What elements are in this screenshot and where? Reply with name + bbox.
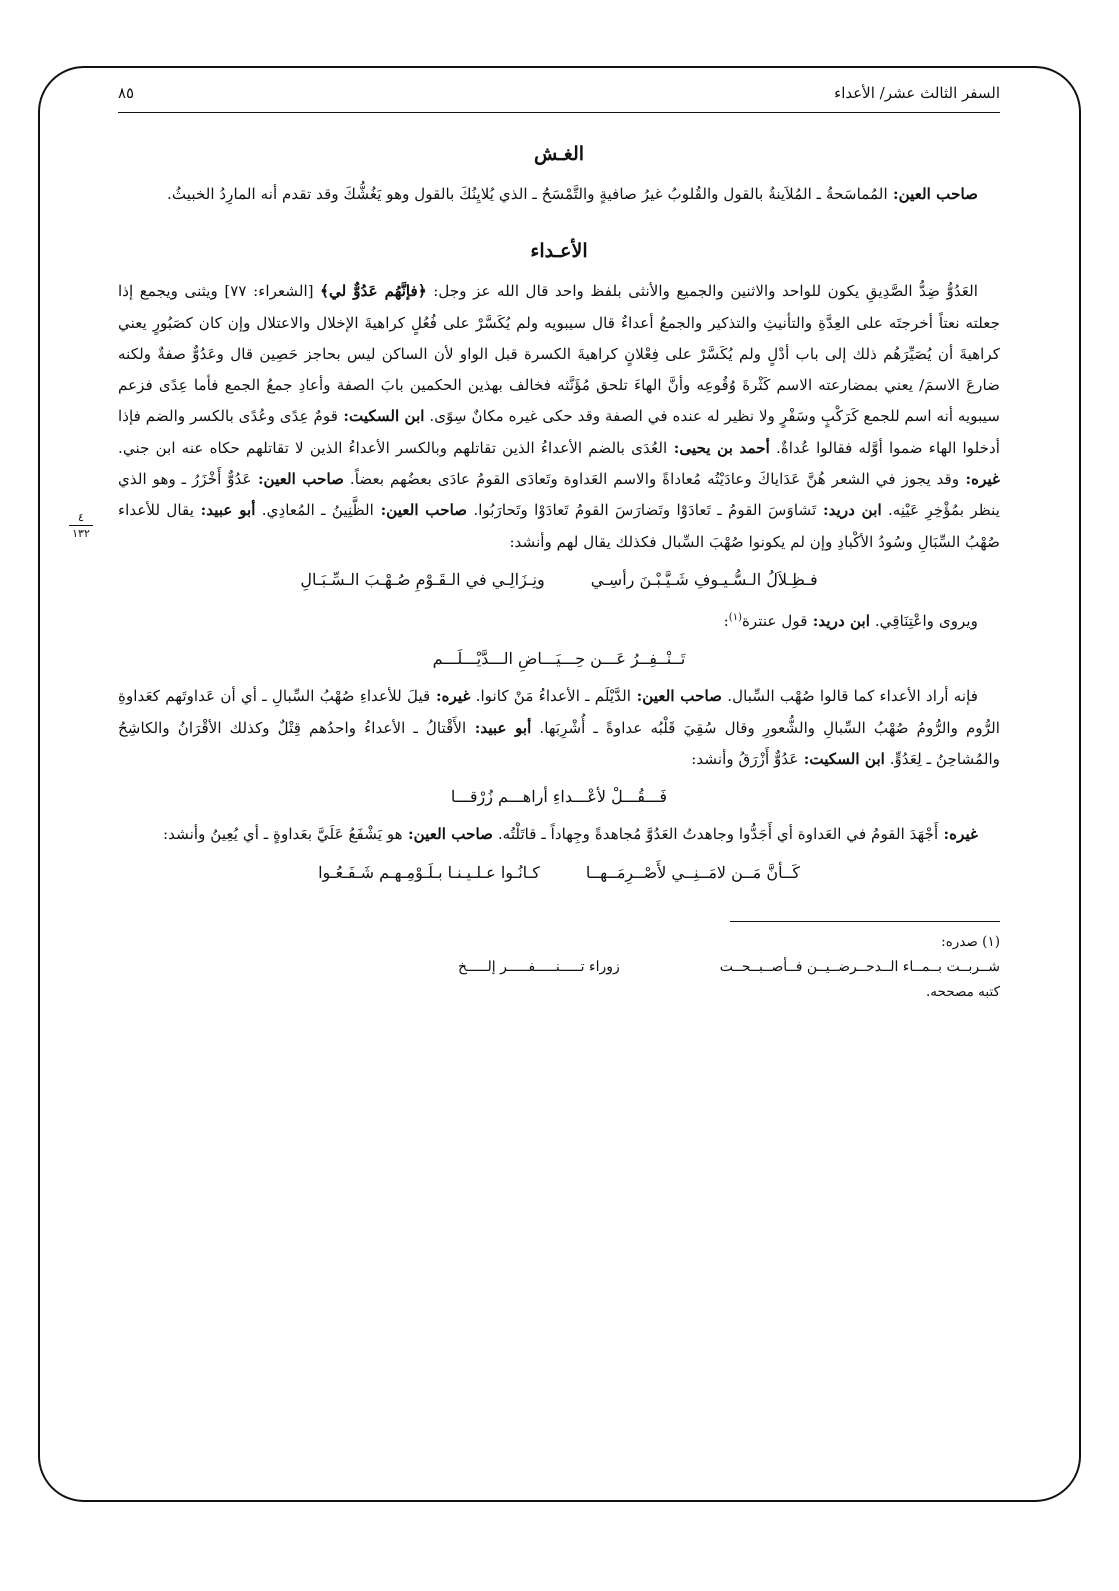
source-citation: غيره: bbox=[959, 470, 1000, 489]
margin-note-top: ٤ bbox=[78, 511, 84, 524]
source-citation: صاحب العين: bbox=[630, 687, 723, 706]
margin-manuscript-reference bbox=[66, 511, 96, 540]
verse-4-right: كَــأنَّ مَــن لامَــنِــي لأَصْــرِمَــهــا bbox=[585, 862, 800, 882]
footnote-verse-left: زوراء تـــــنـــــفـــــر إلـــــخ bbox=[457, 958, 620, 975]
paragraph-ghish bbox=[118, 179, 1000, 210]
footnote-note: كتبه مصححه. bbox=[926, 983, 1000, 1000]
verse-3-text: فَـــقُـــلْ لأعْـــداءِ أراهـــم زُرْقـــا bbox=[450, 787, 668, 807]
footnote-label: صدره: bbox=[941, 933, 978, 950]
source-citation: ابن دريد: bbox=[816, 501, 882, 520]
source-citation: صاحب العين: bbox=[402, 825, 494, 844]
paragraph-after-verse-1 bbox=[118, 602, 1000, 637]
source-citation: غيره: bbox=[938, 825, 978, 844]
text-run: عَدُوٌّ أَزْرَقُ وأنشد: bbox=[691, 749, 799, 768]
section-title-aada: الأعـداء bbox=[530, 240, 588, 263]
text-run: ويروى واعْتِنَاقِي. bbox=[870, 612, 978, 631]
text-run: العُدَى بالضم الأعداءُ الذين تقاتلهم وبالكسر الأعداءُ الذين لا تقاتلهم حكاه عنه ابن جني. bbox=[118, 438, 668, 457]
verse-3 bbox=[118, 777, 1000, 817]
verse-4 bbox=[118, 853, 1000, 893]
page-content bbox=[118, 84, 1000, 1004]
text-run: وقد يجوز في الشعر هُنَّ عَدَاياكَ وعادَيْتُه مُعاداةً والاسم العَداوة وتَعادَى القومُ عادَى بعضُهم بعضاً. bbox=[344, 470, 960, 489]
text-run: قومٌ عِدًى وعُدًى بالكسر والضم فإذا أدخلوا الهاء ضموا أوَّله فقالوا عُداةٌ. bbox=[118, 407, 1000, 457]
footnote-reference[interactable]: (١) bbox=[728, 611, 742, 623]
verse-2-text: تَــنْــفِــرُ عَـــن حِـــيَـــاضِ الـــدَّيْـــلَـــم bbox=[432, 649, 686, 669]
paragraph-after-verse-2 bbox=[118, 681, 1000, 775]
text-run: تَشاوَسَ القومُ ـ تَعادَوْا وتَضارَسَ القومُ تَعادَوْا وتَحارَبُوا. bbox=[467, 501, 817, 520]
text-run: الدَّيْلَم ـ الأعداءُ مَنْ كانوا. bbox=[470, 687, 631, 706]
verse-1-right: فـظِـلاَلُ الـسُّـيـوفِ شَـيَّـبْـنَ رأسِـي bbox=[590, 569, 818, 589]
text-run: العَدُوُّ ضِدُّ الصَّدِيقِ يكون للواحد والاثنين والجميع والأنثى بلفظ واحد قال الله عز وجل: bbox=[426, 282, 978, 301]
source-citation: أبو عبيد: bbox=[193, 501, 256, 520]
text-run: قول عنترة bbox=[741, 612, 808, 631]
text-run: قيلَ للأعداءِ صُهْبُ السِّبالِ ـ أي أن عَداوتَهم كعَداوةِ الرُّوم والرُّومُ صُهْبُ السِّبالِ والشُّعورِ وقال سُقِيَ قَلْبُه عداوةً ـ أُشْرِبَها. bbox=[118, 687, 1000, 737]
text-run: هو يَشْفَعُ عَلَيَّ بعَداوةٍ ـ أي يُعِينُ وأنشد: bbox=[163, 825, 403, 844]
text-run: : bbox=[723, 612, 729, 631]
text-run: الظَّنِينُ ـ المُعادِي. bbox=[255, 501, 374, 520]
text-run: الأَقْتالُ ـ الأعداءُ واحدُهم قِتْلٌ وكذلك الأقْرَانُ والكاشِحُ والمُشاحِنُ ـ لِعَدُوٍّ. bbox=[118, 718, 1000, 768]
running-header bbox=[118, 84, 1000, 113]
text-run: [الشعراء: ٧٧] ويثنى ويجمع إذا جعلته نعتاً أخرجتَه على العِدَّةِ والتأنيثِ والتذكير والجمعُ أعداءٌ قال سيبويه ولم يُكَسَّرْ على فُعُلٍ كراهيةَ الإخلال والاعتلال وإن كان كصَبُورٍ يعني كراهيةَ أن يُصَيِّرَهُم ذلك إلى باب أدْلٍ ولم يُكَسَّرْ على فِعْلانٍ كراهيةَ الكسرة قبل الواو لأن الساكن ليس بحاجز حَصِين قال وعَدُوٌّ صفةٌ ولكنه ضارعَ الاسمَ/ يعني بمضارعته الاسم كَثْرةَ وُقُوعِه وأنَّ الهاءَ تلحق مُؤَنَّثه فخالف بهذين الحكمين بابَ الصفة وأعادِ جمعُ الجمع فأما عِدًى فزعم سيبويه أنه اسم للجمع كَرَكْبٍ وسَفْرٍ ولا نظير له عنده في الصفة وقد حكى غيره مكانٌ سِوًى. bbox=[118, 282, 1000, 426]
footnote-verse-right: شــربــت بــمــاء الــدحــرضــيــن فــأصــبــحــت bbox=[719, 958, 1000, 975]
margin-note-bottom: ١٣٢ bbox=[72, 527, 90, 540]
source-citation: ابن السكيت: bbox=[798, 749, 885, 768]
footnote-verse bbox=[118, 954, 1000, 980]
source-citation: أبو عبيد: bbox=[466, 718, 532, 737]
source-citation: صاحب العين: bbox=[887, 185, 978, 203]
source-citation: ﴿فإنَّهُم عَدُوٌّ لي﴾ bbox=[320, 282, 427, 301]
paragraph-aada-main bbox=[118, 276, 1000, 558]
section-title-ghish: الغـش bbox=[533, 143, 585, 165]
text-run: يقال للأعداء صُهْبُ السِّبَالِ وسُودُ الأكْبادِ وإن لم يكونوا صُهْبَ السِّبال فكذلك يقال لهم وأنشد: bbox=[118, 501, 1000, 551]
margin-note-divider bbox=[69, 525, 93, 526]
footnote bbox=[118, 930, 1000, 1004]
text-run: أَجْهَدَ القومُ في العَداوة أي أَجَدُّوا وجاهدتُ العَدُوَّ مُجاهدةً وجِهاداً ـ قاتَلْتُه. bbox=[493, 825, 939, 844]
running-title: السفر الثالث عشر/ الأعداء bbox=[834, 84, 1000, 102]
verse-4-left: كـانُـوا عـلـيـنـا بـلَـوْمِـهـم شَـفَـعُـوا bbox=[318, 862, 540, 882]
footnote-label-line bbox=[118, 930, 1000, 954]
source-citation: صاحب العين: bbox=[373, 501, 468, 520]
source-citation: ابن دريد: bbox=[807, 612, 871, 631]
page-number: ٨٥ bbox=[118, 84, 135, 102]
paragraph-after-verse-3 bbox=[118, 819, 1000, 850]
source-citation: صاحب العين: bbox=[251, 470, 345, 489]
verse-2 bbox=[118, 639, 1000, 679]
text-run: المُماسَحةُ ـ المُلاَينةُ بالقول والقُلوبُ غيرُ صافيةٍ والتَّمْسَحُ ـ الذي يُلايِنُكَ بالقول وهو يَغُشُّكَ وقد تقدم أنه المارِدُ الخبيثُ. bbox=[167, 185, 888, 203]
footnote-separator bbox=[730, 921, 1000, 922]
source-citation: غيره: bbox=[430, 687, 471, 706]
verse-1 bbox=[118, 560, 1000, 600]
verse-1-left: ونِـزَالِـي في الـقَـوْمِ صُـهْـبَ الـسِّـبَـالِ bbox=[300, 569, 545, 589]
text-run: فإنه أراد الأعداء كما قالوا صُهْب السِّبال. bbox=[722, 687, 978, 706]
source-citation: ابن السكيت: bbox=[338, 407, 425, 426]
footnote-marker: (١) bbox=[982, 933, 1000, 950]
text-run: عَدُوٌّ أَخْزَرُ ـ وهو الذي ينظر بمُؤْخِرِ عَيْنِه. bbox=[118, 470, 1000, 520]
source-citation: أحمد بن يحيى: bbox=[667, 438, 770, 457]
